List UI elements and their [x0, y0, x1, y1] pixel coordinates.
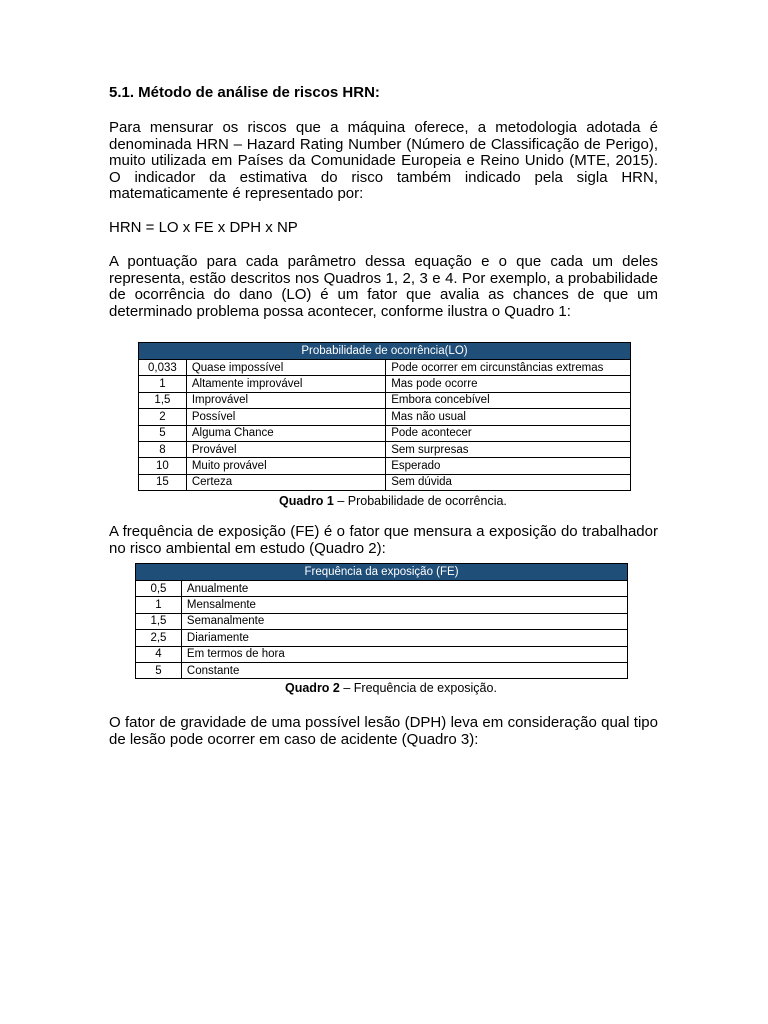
table-row [136, 662, 628, 678]
quadro1-body [139, 360, 631, 491]
table-cell-value: 5 [136, 662, 182, 678]
table-row [139, 458, 631, 474]
hrn-formula: HRN = LO x FE x DPH x NP [109, 219, 298, 236]
quadro1-header: Probabilidade de ocorrência(LO) [139, 343, 631, 360]
table-cell-value: 0,5 [136, 581, 182, 597]
table-row [139, 441, 631, 457]
table-cell-value: 4 [136, 646, 182, 662]
paragraph-fe: A frequência de exposição (FE) é o fator que mensura a exposição do trabalhador no risco ambiental em estudo (Quadro 2): [109, 523, 658, 557]
quadro1-caption-label: Quadro 1 [279, 494, 334, 508]
table-row [136, 613, 628, 629]
quadro1-caption [279, 494, 507, 509]
quadro2-caption-text: – Frequência de exposição. [339, 681, 497, 695]
quadro2-header: Frequência da exposição (FE) [136, 564, 628, 581]
quadro1-caption-text: – Probabilidade de ocorrência. [333, 494, 507, 508]
table-cell-label: Altamente improvável [186, 376, 385, 392]
table-cell-value: 5 [139, 425, 187, 441]
table-cell-description: Sem dúvida [386, 474, 631, 490]
table-cell-value: 1 [139, 376, 187, 392]
table-cell-label: Mensalmente [181, 597, 627, 613]
table-cell-description: Mas não usual [386, 409, 631, 425]
table-cell-label: Possível [186, 409, 385, 425]
quadro2-caption [285, 681, 497, 696]
table-cell-label: Alguma Chance [186, 425, 385, 441]
quadro2-body [136, 581, 628, 679]
table-cell-label: Improvável [186, 392, 385, 408]
table-row [139, 409, 631, 425]
table-cell-label: Anualmente [181, 581, 627, 597]
table-cell-label: Diariamente [181, 630, 627, 646]
table-cell-description: Pode acontecer [386, 425, 631, 441]
table-cell-value: 0,033 [139, 360, 187, 376]
table-row [139, 376, 631, 392]
table-row [136, 581, 628, 597]
quadro2-table [135, 563, 628, 679]
table-cell-label: Provável [186, 441, 385, 457]
table-row [139, 425, 631, 441]
table-cell-description: Embora concebível [386, 392, 631, 408]
table-row [139, 474, 631, 490]
table-row [139, 360, 631, 376]
quadro1-table [138, 342, 631, 491]
table-cell-label: Semanalmente [181, 613, 627, 629]
table-cell-value: 2 [139, 409, 187, 425]
table-cell-value: 15 [139, 474, 187, 490]
table-cell-value: 10 [139, 458, 187, 474]
table-cell-value: 8 [139, 441, 187, 457]
table-cell-description: Sem surpresas [386, 441, 631, 457]
table-cell-label: Quase impossível [186, 360, 385, 376]
paragraph-quadros: A pontuação para cada parâmetro dessa equação e o que cada um deles representa, estão descritos nos Quadros 1, 2, 3 e 4. Por exemplo, a probabilidade de ocorrência do dano (LO) é um fator que avalia as chances de que um determinado problema possa acontecer, conforme ilustra o Quadro 1: [109, 253, 658, 320]
section-heading: 5.1. Método de análise de riscos HRN: [109, 84, 380, 101]
table-cell-description: Esperado [386, 458, 631, 474]
table-cell-value: 1 [136, 597, 182, 613]
quadro2-caption-label: Quadro 2 [285, 681, 340, 695]
table-cell-label: Em termos de hora [181, 646, 627, 662]
table-cell-label: Muito provável [186, 458, 385, 474]
table-cell-label: Constante [181, 662, 627, 678]
table-row [139, 392, 631, 408]
table-cell-label: Certeza [186, 474, 385, 490]
paragraph-dph: O fator de gravidade de uma possível lesão (DPH) leva em consideração qual tipo de lesão pode ocorrer em caso de acidente (Quadro 3): [109, 714, 658, 748]
table-cell-value: 2,5 [136, 630, 182, 646]
table-cell-value: 1,5 [139, 392, 187, 408]
table-cell-value: 1,5 [136, 613, 182, 629]
table-cell-description: Pode ocorrer em circunstâncias extremas [386, 360, 631, 376]
table-cell-description: Mas pode ocorre [386, 376, 631, 392]
table-row [136, 630, 628, 646]
table-row [136, 597, 628, 613]
table-row [136, 646, 628, 662]
paragraph-intro: Para mensurar os riscos que a máquina oferece, a metodologia adotada é denominada HRN – Hazard Rating Number (Número de Classificação de Perigo), muito utilizada em Países da Comunidade Europeia e Reino Unido (MTE, 2015). O indicador da estimativa do risco também indicado pela sigla HRN, matematicamente é representado por: [109, 119, 658, 203]
